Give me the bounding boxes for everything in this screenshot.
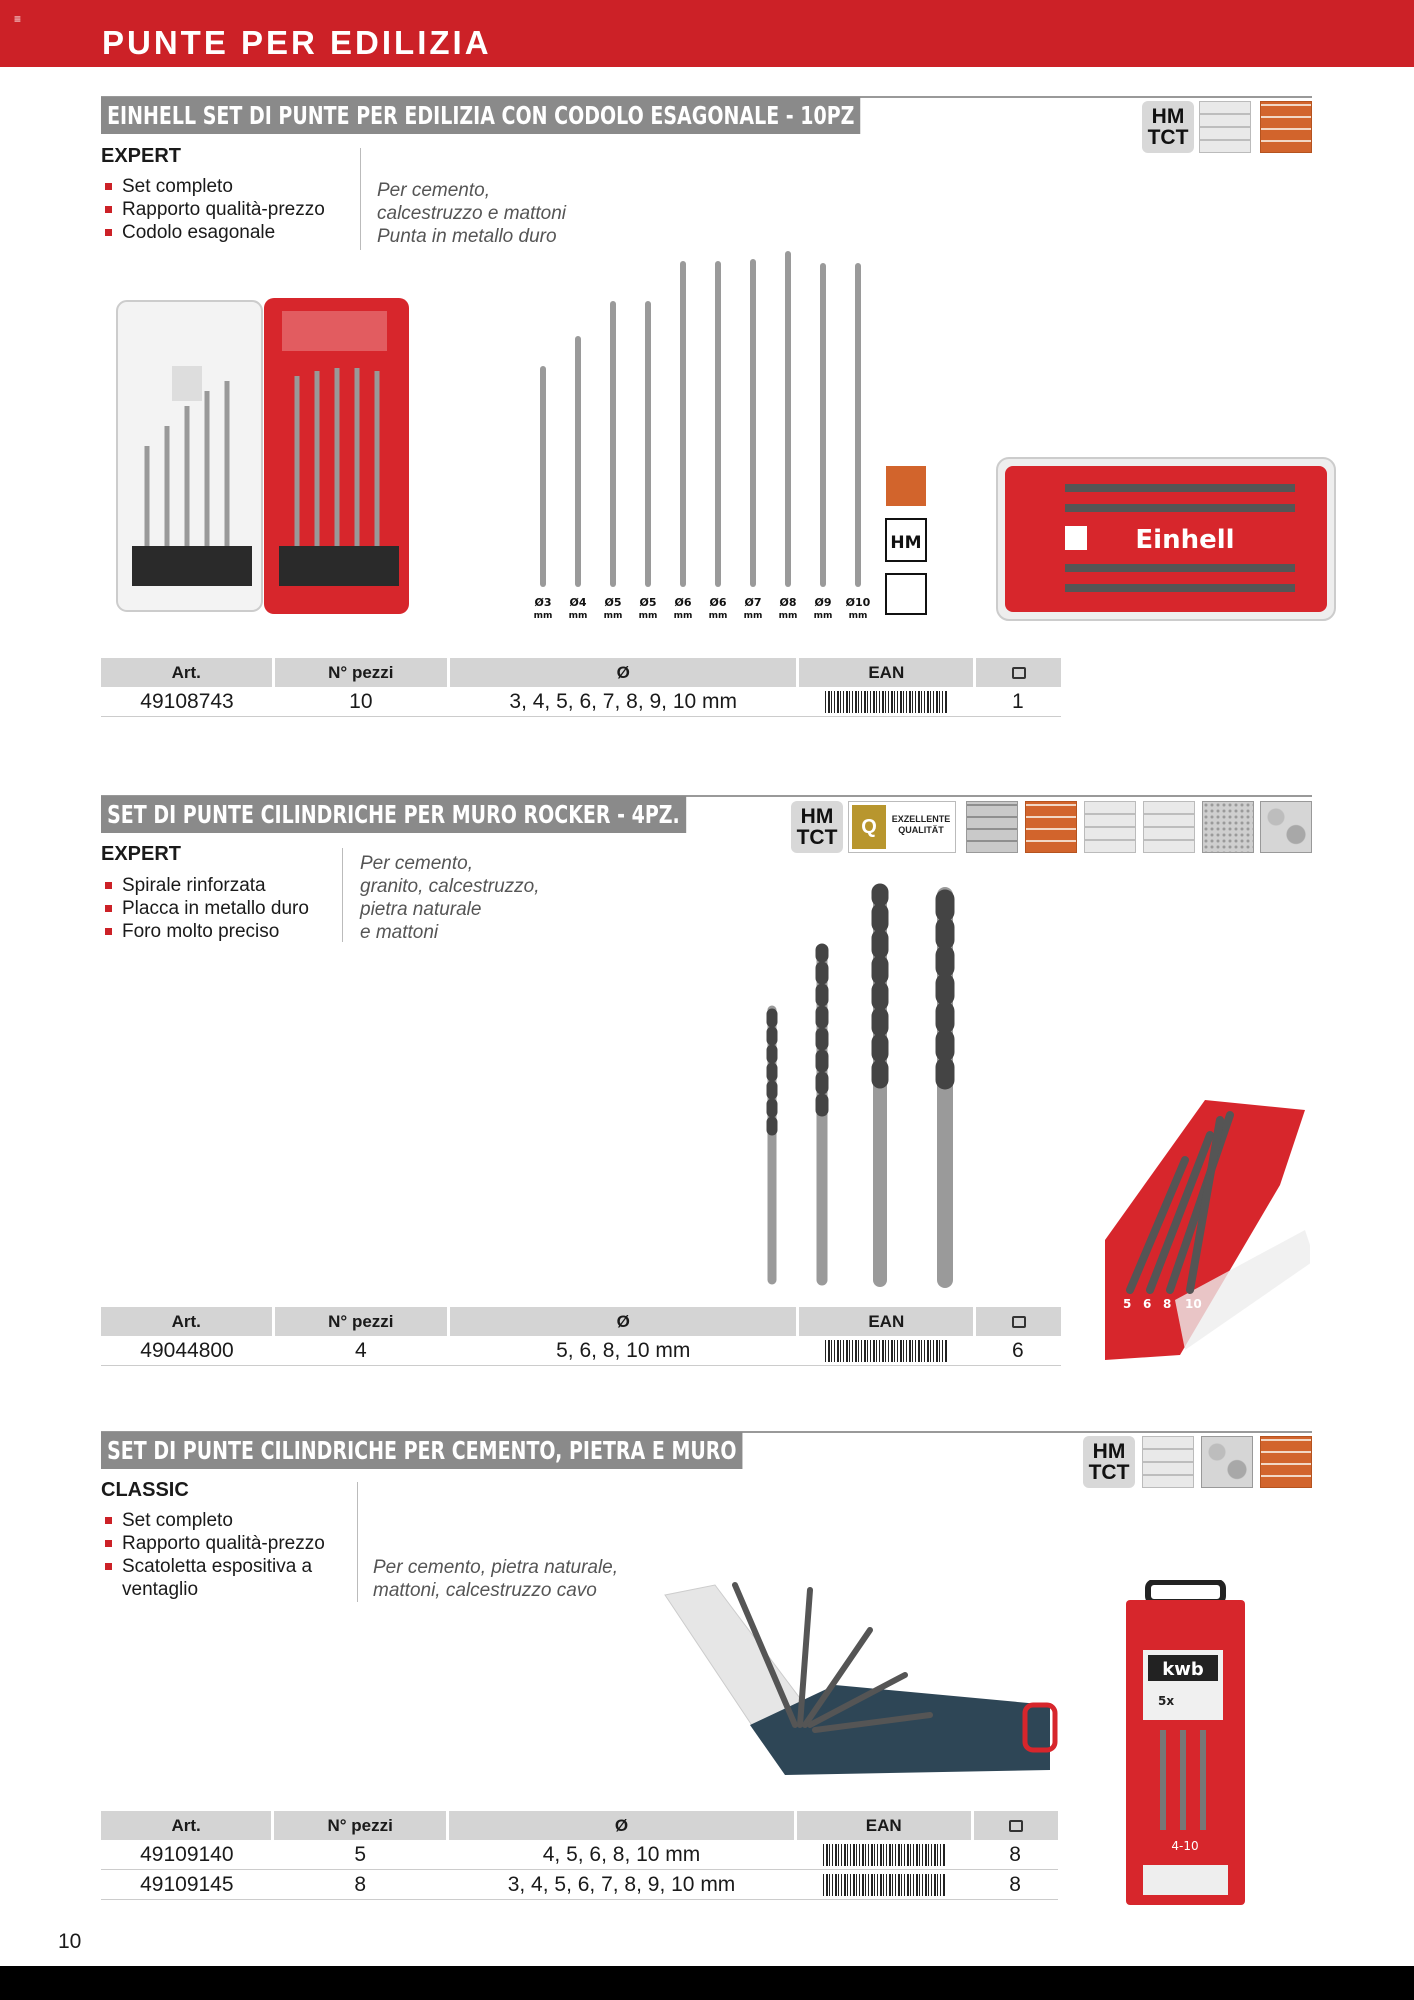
product-image-case — [1085, 1090, 1310, 1380]
white-brick-icon — [1143, 801, 1195, 853]
case-number: 6 — [1143, 1297, 1152, 1311]
page-number: 10 — [58, 1930, 82, 1953]
granite-icon — [1202, 801, 1254, 853]
feature-list — [101, 175, 325, 244]
table-row: 49109145 8 3, 4, 5, 6, 7, 8, 9, 10 mm 8 — [101, 1870, 1058, 1900]
barcode-icon — [823, 1874, 945, 1896]
case-number: 5 — [1123, 1297, 1132, 1311]
barcode-icon — [825, 1340, 947, 1362]
product-image-closed-case — [995, 448, 1340, 628]
size-label: Ø6 — [674, 596, 692, 609]
svg-text:mm: mm — [673, 611, 693, 621]
table-row: 49044800 4 5, 6, 8, 10 mm 6 — [101, 1336, 1061, 1366]
product-table — [101, 1307, 1061, 1366]
feature-item: Placca in metallo duro — [101, 897, 309, 920]
size-label: Ø7 — [744, 596, 762, 609]
svg-text:mm: mm — [778, 611, 798, 621]
size-label: Ø3 — [534, 596, 552, 609]
product-image-open-case — [112, 296, 417, 618]
svg-text:mm: mm — [568, 611, 588, 621]
feature-list — [101, 1509, 325, 1601]
product-image-display-box — [1118, 1580, 1253, 1910]
menu-icon[interactable]: ≡ — [14, 12, 22, 26]
divider — [357, 1482, 358, 1602]
product-tier: EXPERT — [101, 843, 182, 865]
case-number: 10 — [1185, 1297, 1202, 1311]
page-header — [0, 0, 1414, 67]
feature-item: Codolo esagonale — [101, 221, 325, 244]
package-icon — [1012, 1316, 1026, 1328]
stone-slab-icon — [1201, 1436, 1253, 1488]
svg-text:mm: mm — [708, 611, 728, 621]
product-tier: EXPERT — [101, 145, 182, 167]
feature-item: Rapporto qualità-prezzo — [101, 1532, 325, 1555]
product-table — [101, 1811, 1058, 1900]
svg-text:mm: mm — [603, 611, 623, 621]
size-label: Ø5 — [604, 596, 622, 609]
footer-bar — [0, 1966, 1414, 2000]
red-brick-icon — [1260, 101, 1312, 153]
product-image-drill-bits — [518, 244, 938, 624]
feature-item: Scatoletta espositiva a ventaglio — [101, 1555, 322, 1601]
size-label: Ø6 — [709, 596, 727, 609]
feature-item: Foro molto preciso — [101, 920, 309, 943]
divider — [342, 848, 343, 942]
page-title: PUNTE PER EDILIZIA — [102, 24, 492, 61]
stone-slab-icon — [1260, 801, 1312, 853]
barcode-icon — [825, 691, 947, 713]
feature-item: Set completo — [101, 175, 325, 198]
size-label: Ø8 — [779, 596, 797, 609]
table-row: 49108743 10 3, 4, 5, 6, 7, 8, 9, 10 mm 1 — [101, 687, 1061, 717]
red-brick-icon — [1025, 801, 1077, 853]
white-brick-icon — [1084, 801, 1136, 853]
section-title: SET DI PUNTE CILINDRICHE PER MURO ROCKER - 4PZ. — [101, 796, 686, 833]
red-brick-icon — [1260, 1436, 1312, 1488]
feature-item: Set completo — [101, 1509, 325, 1532]
svg-text:mm: mm — [848, 611, 868, 621]
size-label: Ø5 — [639, 596, 657, 609]
feature-list — [101, 874, 309, 943]
product-tier: CLASSIC — [101, 1479, 189, 1501]
section-title: SET DI PUNTE CILINDRICHE PER CEMENTO, PIETRA E MURO — [101, 1432, 743, 1469]
quality-seal-badge: Q EXZELLENTE QUALITÄT — [848, 801, 956, 853]
table-row: 49109140 5 4, 5, 6, 8, 10 mm 8 — [101, 1840, 1058, 1870]
svg-text:mm: mm — [743, 611, 763, 621]
hm-tct-badge: HM TCT — [1142, 101, 1194, 153]
barcode-icon — [823, 1844, 945, 1866]
section-title: EINHELL SET DI PUNTE PER EDILIZIA CON CODOLO ESAGONALE - 10PZ — [101, 97, 861, 134]
concrete-block-icon — [966, 801, 1018, 853]
hm-tct-badge: HM TCT — [1083, 1436, 1135, 1488]
feature-item: Spirale rinforzata — [101, 874, 309, 897]
svg-text:mm: mm — [813, 611, 833, 621]
hm-tct-badge: HM TCT — [791, 801, 843, 853]
brand-logo: kwb — [1162, 1659, 1204, 1680]
case-number: 8 — [1163, 1297, 1172, 1311]
divider — [360, 148, 361, 250]
table-header-row: Art. N° pezzi Ø EAN — [101, 1811, 1058, 1840]
product-image-drill-bits — [750, 880, 980, 1290]
feature-item: Rapporto qualità-prezzo — [101, 198, 325, 221]
package-icon — [1009, 1820, 1023, 1832]
size-range: 4-10 — [1171, 1839, 1199, 1853]
product-table — [101, 658, 1061, 717]
product-description: Per cemento, granito, calcestruzzo, pietra naturale e mattoni — [360, 853, 540, 943]
pack-count: 5x — [1158, 1694, 1175, 1708]
product-description: Per cemento, calcestruzzo e mattoni Punta in metallo duro — [377, 180, 567, 247]
product-description: Per cemento, pietra naturale, mattoni, calcestruzzo cavo — [373, 1557, 619, 1601]
size-label: Ø9 — [814, 596, 832, 609]
package-icon — [1012, 667, 1026, 679]
white-brick-icon — [1199, 101, 1251, 153]
table-header-row: Art. N° pezzi Ø EAN — [101, 1307, 1061, 1336]
size-label: Ø10 — [845, 596, 871, 609]
svg-text:mm: mm — [638, 611, 658, 621]
product-image-fan-case — [655, 1575, 1060, 1785]
table-header-row: Art. N° pezzi Ø EAN — [101, 658, 1061, 687]
size-label: Ø4 — [569, 596, 587, 609]
brand-logo: Einhell — [1135, 525, 1235, 555]
svg-text:mm: mm — [533, 611, 553, 621]
hm-label: HM — [890, 533, 922, 553]
white-brick-icon — [1142, 1436, 1194, 1488]
